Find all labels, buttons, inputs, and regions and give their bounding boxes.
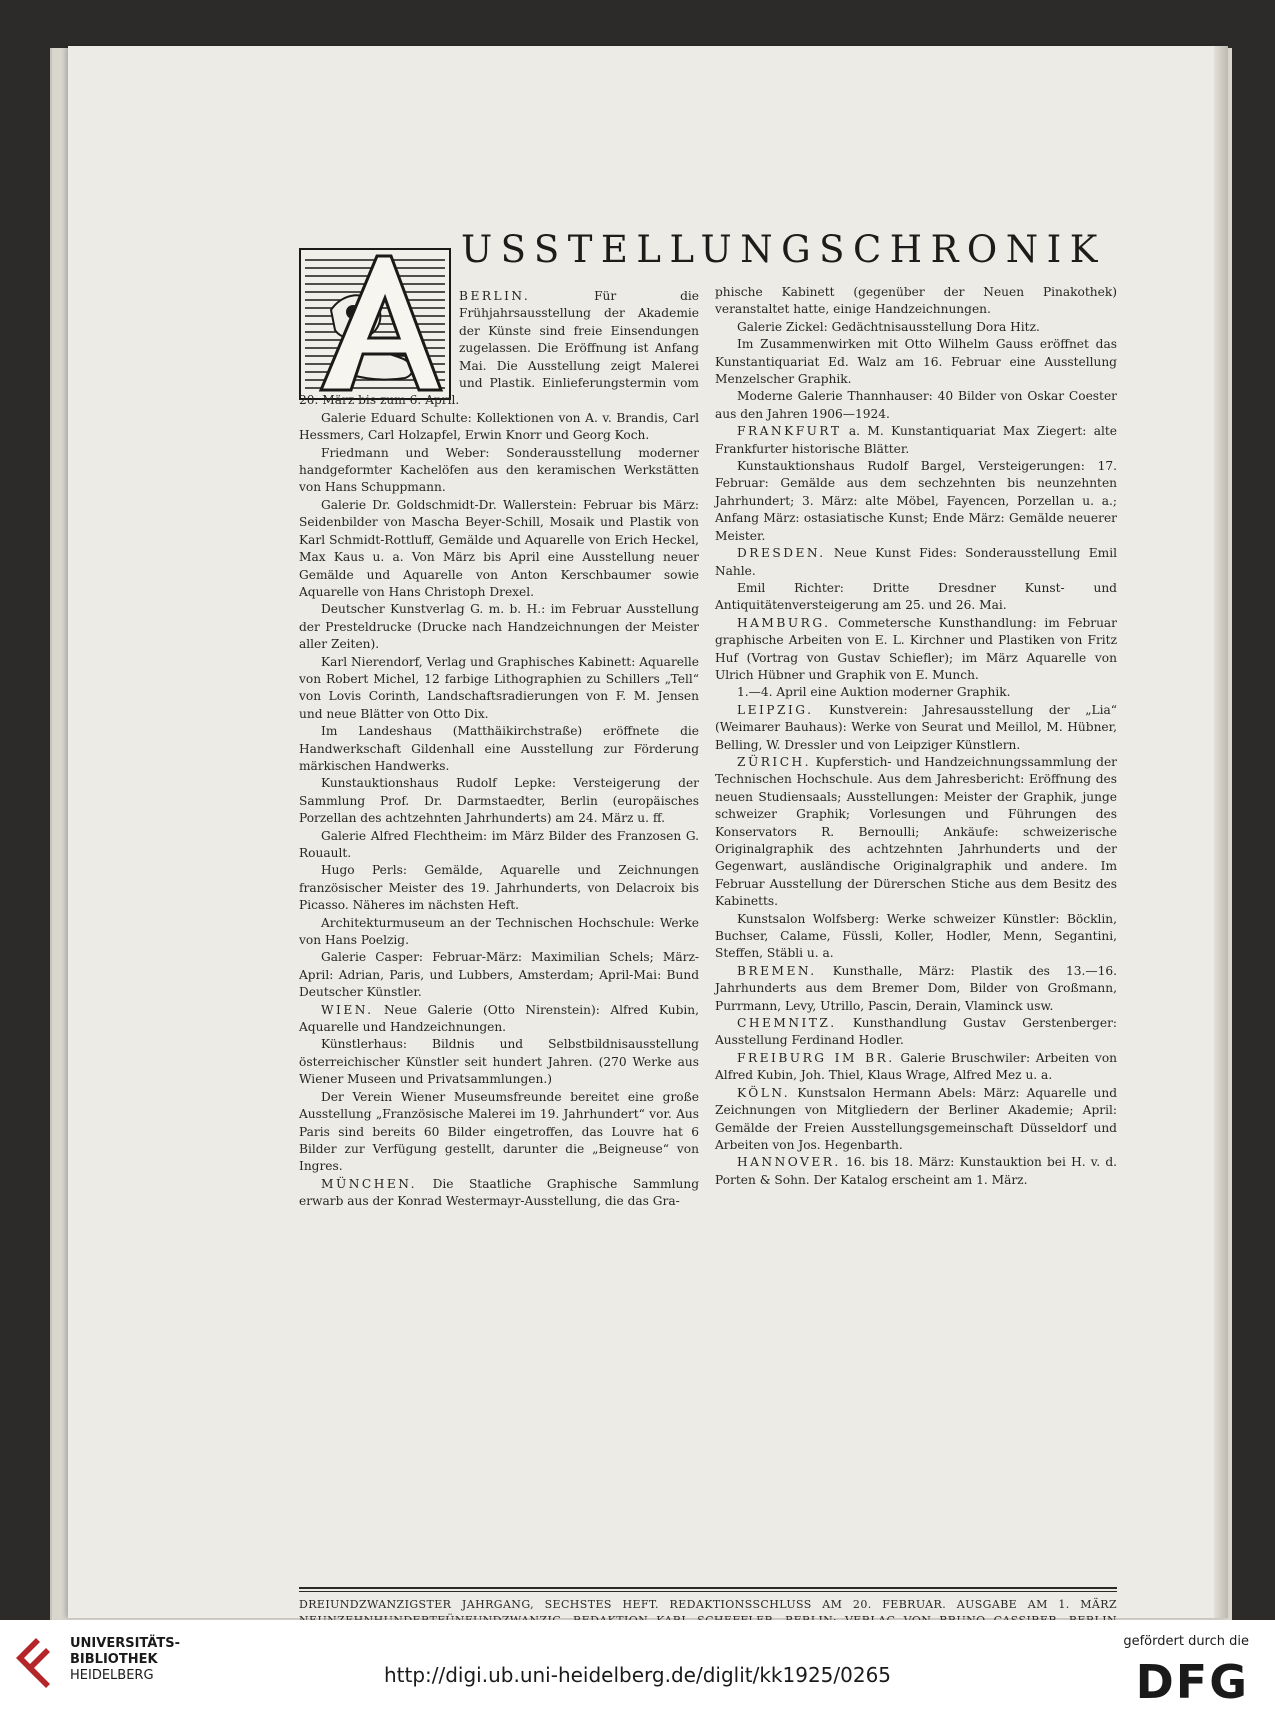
entry-text: Deutscher Kunstverlag G. m. b. H.: im Februar Ausstellung der Presteldrucke (Drucke nach Handzeichnungen der Meister aller Zeiten). — [299, 602, 699, 652]
entry-text: Galerie Dr. Goldschmidt-Dr. Wallerstein: Februar bis März: Seidenbilder von Mascha Beyer-Schill, Mosaik und Plastik von Karl Schmidt-Rottluff, Gemälde und Aquarelle von Erich Heckel, Max Kaus u. a. Von März bis April eine Ausstellung neuer Gemälde und Aquarelle von Anton Kerschbaumer sowie Aquarelle von Hans Christoph Drexel. — [299, 497, 699, 599]
chronicle-entry — [299, 1036, 699, 1088]
chronicle-entry — [715, 336, 1117, 388]
chronicle-entry — [299, 410, 699, 445]
entry-text: Im Zusammenwirken mit Otto Wilhelm Gauss eröffnet das Kunstantiquariat Ed. Walz am 16. Februar eine Ausstellung Menzelscher Graphik. — [715, 337, 1117, 387]
chronicle-entry — [299, 723, 699, 775]
chronicle-entry — [715, 1015, 1117, 1050]
entry-text: Galerie Alfred Flechtheim: im März Bilder des Franzosen G. Rouault. — [299, 828, 699, 860]
entry-text: Kunstauktionshaus Rudolf Lepke: Versteigerung der Sammlung Prof. Dr. Darmstaedter, Berlin (europäisches Porzellan des achtzehnten Jahrhunderts) am 24. März u. ff. — [299, 776, 699, 826]
entry-text: Kunstsalon Wolfsberg: Werke schweizer Künstler: Böcklin, Buchser, Calame, Füssli, Koller, Hodler, Menn, Segantini, Steffen, Stäbli u. a. — [715, 911, 1117, 961]
right-text-column — [715, 284, 1117, 1189]
entry-text: Hugo Perls: Gemälde, Aquarelle und Zeichnungen französischer Meister des 19. Jahrhunderts, von Delacroix bis Picasso. Näheres im nächsten Heft. — [299, 863, 699, 913]
city-name: DRESDEN. — [737, 546, 826, 561]
left-text-column — [299, 288, 699, 1211]
page-title: USSTELLUNGSCHRONIK — [461, 228, 1106, 271]
city-name: CHEMNITZ. — [737, 1016, 837, 1031]
chronicle-entry — [299, 775, 699, 827]
chronicle-entry — [715, 423, 1117, 458]
chronicle-entry — [715, 458, 1117, 545]
chronicle-entry — [715, 615, 1117, 685]
entry-text: Kunsthalle, März: Plastik des 13.—16. Jahrhunderts aus dem Bremer Dom, Bilder von Großmann, Purrmann, Levy, Utrillo, Pascin, Derain, Vlaminck usw. — [715, 963, 1117, 1013]
chronicle-entry — [299, 1176, 699, 1211]
chronicle-entry — [715, 284, 1117, 319]
chronicle-entry — [299, 288, 699, 410]
chronicle-entry — [715, 702, 1117, 754]
chronicle-entry — [715, 388, 1117, 423]
entry-text: Kunstverein: Jahresausstellung der „Lia“ (Weimarer Bauhaus): Werke von Seurat und Meillol, M. Hübner, Belling, W. Dressler und von Leipziger Künstlern. — [715, 702, 1118, 752]
chronicle-entry — [715, 545, 1117, 580]
entry-text: Galerie Eduard Schulte: Kollektionen von A. v. Brandis, Carl Hessmers, Carl Holzapfel, Erwin Knorr und Georg Koch. — [299, 410, 699, 443]
entry-text: Emil Richter: Dritte Dresdner Kunst- und Antiquitätenversteigerung am 25. und 26. Mai. — [715, 580, 1117, 613]
entry-text: Friedmann und Weber: Sonderausstellung moderner handgeformter Kachelöfen aus den keramischen Werkstätten von Hans Schuppmann. — [299, 445, 699, 495]
entry-text: Für die Frühjahrsausstellung der Akademie der Künste sind freie Einsendungen zugelassen. Die Eröffnung ist Anfang Mai. Die Ausstellung zeigt Malerei und Plastik. Einlieferungstermin vom 20. März bis zum 6. April. — [299, 289, 699, 408]
entry-text: Galerie Bruschwiler: Arbeiten von Alfred Kubin, Joh. Thiel, Klaus Wrage, Alfred Mez u. a. — [715, 1050, 1118, 1083]
entry-text: Galerie Casper: Februar-März: Maximilian Schels; März-April: Adrian, Paris, und Lubbers, Amsterdam; April-Mai: Bund Deutscher Künstler. — [299, 950, 699, 1000]
imprint-rule-top — [299, 1587, 1117, 1589]
entry-text: Künstlerhaus: Bildnis und Selbstbildnisausstellung österreichischer Künstler seit hundert Jahren. (270 Werke aus Wiener Museen und Privatsammlungen.) — [299, 1037, 699, 1087]
city-name: BREMEN. — [737, 963, 817, 978]
entry-text: Architekturmuseum an der Technischen Hochschule: Werke von Hans Poelzig. — [299, 915, 699, 948]
viewer-footer — [0, 1620, 1275, 1712]
entry-text: Galerie Zickel: Gedächtnisausstellung Dora Hitz. — [737, 319, 1040, 334]
entry-text: Kunstauktionshaus Rudolf Bargel, Versteigerungen: 17. Februar: Gemälde aus dem sechzehnten bis neunzehnten Jahrhundert; 3. März: alte Möbel, Fayencen, Porzellan u. a.; Anfang März: ostasiatische Kunst; Ende März: Gemälde neuerer Meister. — [715, 459, 1117, 543]
entry-text: Moderne Galerie Thannhauser: 40 Bilder von Oskar Coester aus den Jahren 1906—1924. — [715, 389, 1117, 421]
city-name: HANNOVER. — [737, 1155, 841, 1170]
entry-text: Im Landeshaus (Matthäikirchstraße) eröffnete die Handwerkschaft Gildenhall eine Ausstellung zur Förderung märkischen Handwerks. — [299, 724, 699, 773]
chronicle-entry — [299, 1089, 699, 1176]
chronicle-entry — [715, 580, 1117, 615]
chronicle-entry — [299, 915, 699, 950]
initial-spacer — [299, 288, 459, 392]
funding-caption: gefördert durch die — [1123, 1634, 1249, 1649]
entry-text: Der Verein Wiener Museumsfreunde bereitet eine große Ausstellung „Französische Malerei im 19. Jahrhundert“ vor. Aus Paris sind bereits 60 Bilder eingetroffen, das Louvre hat 6 Bilder zur Verfügung gestellt, darunter die „Beigneuse“ von Ingres. — [299, 1089, 699, 1174]
entry-text: 16. bis 18. März: Kunstauktion bei H. v. d. Porten & Sohn. Der Katalog erscheint am 1. März. — [715, 1155, 1117, 1187]
chronicle-entry — [299, 445, 699, 497]
chronicle-entry — [715, 1085, 1117, 1155]
entry-text: Karl Nierendorf, Verlag und Graphisches Kabinett: Aquarelle von Robert Michel, 12 farbige Lithographien zu Schillers „Tell“ von Lovis Corinth, Landschaftsradierungen von F. M. Jensen und neue Blätter von Otto Dix. — [299, 654, 699, 721]
entry-text: Kunstsalon Hermann Abels: März: Aquarelle und Zeichnungen von Mitgliedern der Berliner Akademie; April: Gemälde der Freien Ausstellungsgemeinschaft Düsseldorf und Arbeiten von Jos. Hegenbarth. — [715, 1085, 1118, 1152]
city-name: FREIBURG IM BR. — [737, 1050, 895, 1065]
chronicle-entry — [715, 684, 1117, 701]
entry-text: 1.—4. April eine Auktion moderner Graphik. — [737, 685, 1011, 700]
chronicle-entry — [299, 654, 699, 724]
chronicle-entry — [715, 963, 1117, 1015]
city-name: MÜNCHEN. — [321, 1176, 418, 1191]
library-line: BIBLIOTHEK — [70, 1652, 158, 1667]
chronicle-entry — [299, 949, 699, 1001]
library-line: HEIDELBERG — [70, 1668, 154, 1683]
entry-text: Neue Galerie (Otto Nirenstein): Alfred Kubin, Aquarelle und Handzeichnungen. — [299, 1002, 699, 1035]
city-name: ZÜRICH. — [737, 754, 812, 769]
city-name: KÖLN. — [737, 1085, 791, 1100]
entry-text: a. M. Kunstantiquariat Max Ziegert: alte Frankfurter historische Blätter. — [715, 424, 1117, 456]
chronicle-entry — [715, 1050, 1117, 1085]
library-line: UNIVERSITÄTS- — [70, 1636, 180, 1651]
city-name: WIEN. — [321, 1002, 374, 1017]
chronicle-entry — [715, 911, 1117, 963]
permalink-url[interactable]: http://digi.ub.uni-heidelberg.de/diglit/kk1925/0265 — [383, 1663, 892, 1687]
entry-text: Die Staatliche Graphische Sammlung erwarb aus der Konrad Westermayr-Ausstellung, die das Gra- — [299, 1176, 700, 1209]
city-name: HAMBURG. — [737, 615, 831, 630]
chronicle-entry — [715, 1154, 1117, 1189]
page-fold-edge — [1214, 46, 1228, 1618]
entry-text: Kupferstich- und Handzeichnungssammlung der Technischen Hochschule. Aus dem Jahresbericht: Eröffnung des neuen Studiensaals; Ausstellungen: Meister der Graphik, junge schweizer Graphik; Vorlesungen und Führungen des Konservators R. Bernoulli; Ankäufe: schweizerische Originalgraphik des achtzehnten Jahrhunderts und der Gegenwart, ausländische Originalgraphik und andere. Im Februar Ausstellung der Dürerschen Stiche aus dem Besitz des Kabinetts. — [715, 754, 1118, 909]
chronicle-entry — [299, 601, 699, 653]
city-name: LEIPZIG. — [737, 702, 814, 717]
chronicle-entry — [715, 754, 1117, 911]
entry-text: Commetersche Kunsthandlung: im Februar graphische Arbeiten von E. L. Kirchner und Plastiken von Fritz Huf (Vortrag von Gustav Schiefler); im März Aquarelle von Ulrich Hübner und Graphik von E. Munch. — [715, 615, 1118, 682]
entry-text: phische Kabinett (gegenüber der Neuen Pinakothek) veranstaltet hatte, einige Handzeichnungen. — [715, 285, 1117, 317]
city-name: BERLIN. — [459, 289, 531, 303]
chronicle-entry — [715, 319, 1117, 336]
chronicle-entry — [299, 862, 699, 914]
imprint-line: DREIUNDZWANZIGSTER JAHRGANG, SECHSTES HEFT. REDAKTIONSSCHLUSS AM 20. FEBRUAR. AUSGABE AM 1. MÄRZ — [299, 1598, 1117, 1611]
entry-text: Neue Kunst Fides: Sonderausstellung Emil Nahle. — [715, 546, 1118, 578]
chronicle-entry — [299, 1002, 699, 1037]
city-name: FRANKFURT — [737, 424, 842, 439]
chronicle-entry — [299, 497, 699, 601]
chronicle-entry — [299, 828, 699, 863]
entry-text: Kunsthandlung Gustav Gerstenberger: Ausstellung Ferdinand Hodler. — [715, 1016, 1118, 1048]
dfg-logo: DFG — [1135, 1655, 1249, 1709]
imprint-rule-bottom — [299, 1591, 1117, 1592]
